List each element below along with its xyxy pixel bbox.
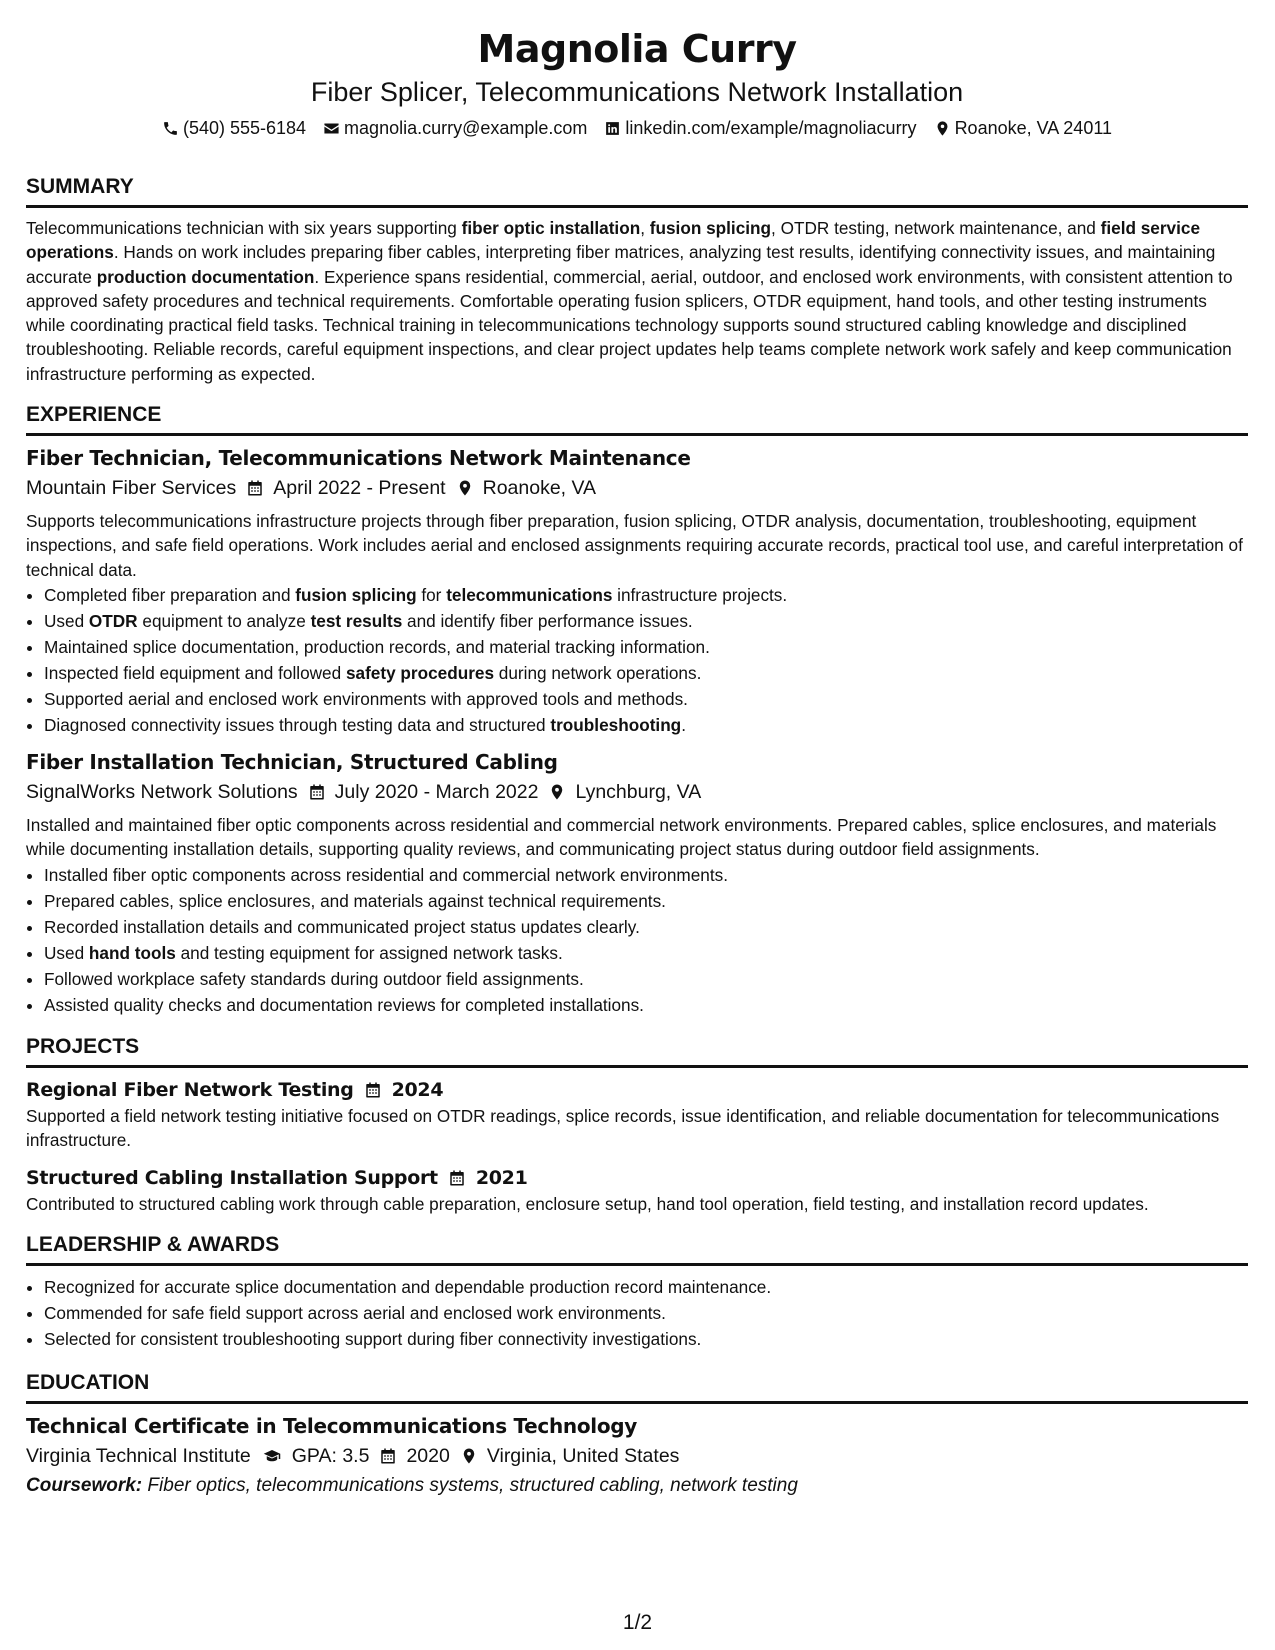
emphasis-text: troubleshooting bbox=[550, 714, 682, 735]
contact-email[interactable] bbox=[323, 116, 587, 140]
page-number: 1/2 bbox=[622, 1611, 653, 1634]
phone-icon bbox=[162, 120, 179, 137]
text-run: Prepared cables, splice enclosures, and materials against technical requirements. bbox=[44, 890, 666, 911]
text-run: and identify fiber performance issues. bbox=[402, 610, 693, 631]
text-run: . Experience spans residential, commercial, aerial, outdoor, and enclosed work environments, with consistent attention to approved safety procedures and technical requirements. Comfortable operating fusion splicers, OTDR equipment, hand tools, and other testing instruments while coordinating practical field tasks. Technical training in telecommunications technology supports sound structured cabling knowledge and disciplined troubleshooting. Reliable records, careful equipment inspections, and clear project updates help teams complete network work safely and keep communication infrastructure performing as expected. bbox=[26, 266, 1233, 384]
education-meta bbox=[26, 1442, 1248, 1470]
text-run: Maintained splice documentation, production records, and material tracking information. bbox=[44, 636, 710, 657]
education-location bbox=[460, 1442, 680, 1470]
calendar-icon bbox=[364, 1081, 382, 1099]
list-item bbox=[44, 914, 1248, 940]
list-item bbox=[44, 660, 1248, 686]
school-name: Virginia Technical Institute bbox=[26, 1445, 251, 1468]
candidate-title: Fiber Splicer, Telecommunications Network Installation bbox=[310, 77, 964, 107]
text-run: Diagnosed connectivity issues through testing data and structured bbox=[44, 714, 551, 735]
job-location-text: Roanoke, VA bbox=[482, 477, 597, 500]
contact-location-text: Roanoke, VA 24011 bbox=[954, 118, 1113, 138]
emphasis-text: fusion splicing bbox=[649, 218, 772, 238]
emphasis-text: field service operations bbox=[26, 218, 1201, 263]
summary-section bbox=[26, 174, 1248, 386]
candidate-name: Magnolia Curry bbox=[477, 27, 797, 71]
job-bullets bbox=[26, 582, 1248, 738]
contact-email-text: magnolia.curry@example.com bbox=[344, 118, 588, 138]
project-year: 2021 bbox=[475, 1167, 528, 1190]
emphasis-text: test results bbox=[310, 610, 403, 631]
envelope-icon bbox=[323, 120, 340, 137]
education-year bbox=[379, 1442, 449, 1470]
text-run: . Hands on work includes preparing fiber cables, interpreting fiber matrices, analyzing test results, identifying connectivity issues, and maintaining accurate bbox=[26, 242, 1216, 287]
job-company: SignalWorks Network Solutions bbox=[26, 780, 298, 803]
job-entry bbox=[26, 748, 1248, 1018]
text-run: Telecommunications technician with six years supporting bbox=[26, 218, 462, 238]
coursework-label: Coursework: bbox=[26, 1475, 143, 1497]
text-run: for bbox=[416, 584, 447, 605]
text-run: infrastructure projects. bbox=[612, 584, 788, 605]
list-item: • Commended for safe field support across aerial and enclosed work environments. bbox=[44, 1300, 1248, 1326]
job-location-text: Lynchburg, VA bbox=[575, 780, 702, 803]
list-item bbox=[44, 634, 1248, 660]
summary-text bbox=[26, 216, 1248, 386]
leadership-section bbox=[26, 1232, 1248, 1352]
emphasis-text: telecommunications bbox=[446, 584, 613, 605]
text-run: during network operations. bbox=[494, 662, 702, 683]
coursework bbox=[26, 1472, 1248, 1500]
project-description: Supported a field network testing initiative focused on OTDR readings, splice records, issue identification, and reliable documentation for telecommunications infrastructure. bbox=[26, 1105, 1220, 1150]
job-company: Mountain Fiber Services bbox=[26, 477, 237, 500]
text-run: Installed fiber optic components across residential and commercial network environments. bbox=[44, 864, 729, 885]
job-dates bbox=[308, 778, 539, 806]
job-title: Fiber Technician, Telecommunications Network Maintenance bbox=[26, 446, 691, 471]
job-meta bbox=[26, 778, 1248, 806]
projects-heading: PROJECTS bbox=[26, 1034, 1248, 1068]
contact-phone bbox=[162, 116, 306, 140]
text-run: Used bbox=[44, 942, 89, 963]
summary-heading: SUMMARY bbox=[26, 174, 1248, 208]
coursework-text: Fiber optics, telecommunications systems, structured cabling, network testing bbox=[142, 1475, 798, 1497]
resume-header bbox=[26, 26, 1248, 140]
job-dates bbox=[246, 474, 445, 502]
linkedin-icon bbox=[604, 120, 621, 137]
experience-heading: EXPERIENCE bbox=[26, 402, 1248, 436]
education-heading: EDUCATION bbox=[26, 1370, 1248, 1404]
project-title: Regional Fiber Network Testing bbox=[26, 1078, 354, 1101]
contact-linkedin[interactable] bbox=[604, 116, 916, 140]
emphasis-text: fusion splicing bbox=[295, 584, 417, 605]
project-title-row bbox=[26, 1076, 1248, 1104]
text-run: Followed workplace safety standards during outdoor field assignments. bbox=[44, 968, 584, 989]
list-item bbox=[44, 582, 1248, 608]
job-description: Supports telecommunications infrastructure projects through fiber preparation, fusion splicing, OTDR analysis, documentation, troubleshooting, equipment inspections, and safe field operations. Work includes aerial and enclosed assignments requiring accurate records, practical tool use, and careful interpretation of technical data. bbox=[26, 511, 1243, 580]
job-title: Fiber Installation Technician, Structured Cabling bbox=[26, 749, 558, 774]
project-title: Structured Cabling Installation Support bbox=[26, 1167, 438, 1190]
job-description: Installed and maintained fiber optic components across residential and commercial network environments. Prepared cables, splice enclosures, and materials while documenting installation details, supporting quality reviews, and communicating project status during outdoor field assignments. bbox=[26, 814, 1217, 860]
degree-title: Technical Certificate in Telecommunications Technology bbox=[26, 1414, 638, 1439]
job-location bbox=[548, 778, 701, 806]
text-run: Recorded installation details and communicated project status updates clearly. bbox=[44, 916, 640, 937]
text-run: Supported aerial and enclosed work environments with approved tools and methods. bbox=[44, 688, 688, 709]
emphasis-text: safety procedures bbox=[345, 662, 495, 683]
list-item bbox=[44, 608, 1248, 634]
list-item bbox=[44, 686, 1248, 712]
contact-location bbox=[934, 116, 1112, 140]
text-run: Inspected field equipment and followed bbox=[44, 662, 346, 683]
text-run: Assisted quality checks and documentation reviews for completed installations. bbox=[44, 994, 644, 1015]
project-entry bbox=[26, 1164, 1248, 1216]
map-pin-icon bbox=[456, 479, 474, 497]
emphasis-text: production documentation bbox=[96, 266, 315, 287]
list-item: • Selected for consistent troubleshooting support during fiber connectivity investigations. bbox=[44, 1326, 1248, 1352]
education-gpa bbox=[261, 1442, 370, 1470]
list-item: • Recognized for accurate splice documentation and dependable production record maintenance. bbox=[44, 1274, 1248, 1300]
text-run: equipment to analyze bbox=[137, 610, 311, 631]
job-location bbox=[456, 474, 596, 502]
project-year: 2024 bbox=[391, 1078, 444, 1101]
list-item bbox=[44, 940, 1248, 966]
education-year-text: 2020 bbox=[406, 1445, 450, 1468]
project-title-row bbox=[26, 1164, 1248, 1192]
list-item bbox=[44, 712, 1248, 738]
education-location-text: Virginia, United States bbox=[486, 1445, 680, 1468]
emphasis-text: hand tools bbox=[88, 942, 176, 963]
text-run: , bbox=[640, 218, 650, 238]
job-dates-text: April 2022 - Present bbox=[273, 477, 446, 500]
text-run: . bbox=[681, 714, 686, 735]
list-item bbox=[44, 992, 1248, 1018]
graduation-cap-icon bbox=[261, 1447, 283, 1465]
experience-section bbox=[26, 402, 1248, 1017]
list-item bbox=[44, 862, 1248, 888]
list-item bbox=[44, 888, 1248, 914]
projects-section bbox=[26, 1034, 1248, 1217]
contact-linkedin-text: linkedin.com/example/magnoliacurry bbox=[625, 118, 917, 138]
text-run: Completed fiber preparation and bbox=[44, 584, 296, 605]
map-pin-icon bbox=[460, 1447, 478, 1465]
list-item bbox=[44, 966, 1248, 992]
project-entry bbox=[26, 1076, 1248, 1153]
map-pin-icon bbox=[548, 783, 566, 801]
resume-page bbox=[26, 0, 1248, 1500]
leadership-heading: LEADERSHIP & AWARDS bbox=[26, 1232, 1248, 1266]
job-entry bbox=[26, 444, 1248, 738]
contact-phone-text: (540) 555-6184 bbox=[182, 118, 307, 138]
calendar-icon bbox=[308, 783, 326, 801]
text-run: , OTDR testing, network maintenance, and bbox=[771, 218, 1101, 238]
job-meta bbox=[26, 474, 1248, 502]
map-pin-icon bbox=[934, 120, 951, 137]
calendar-icon bbox=[246, 479, 264, 497]
calendar-icon bbox=[448, 1169, 466, 1187]
project-description: Contributed to structured cabling work through cable preparation, enclosure setup, hand tool operation, field testing, and installation record updates. bbox=[26, 1194, 1149, 1215]
gpa-text: GPA: 3.5 bbox=[291, 1445, 370, 1468]
text-run: Used bbox=[44, 610, 89, 631]
contact-bar bbox=[26, 116, 1248, 140]
job-bullets bbox=[26, 862, 1248, 1018]
text-run: and testing equipment for assigned network tasks. bbox=[175, 942, 563, 963]
education-section bbox=[26, 1370, 1248, 1500]
emphasis-text: OTDR bbox=[88, 610, 138, 631]
job-dates-text: July 2020 - March 2022 bbox=[334, 780, 539, 803]
calendar-icon bbox=[379, 1447, 397, 1465]
emphasis-text: fiber optic installation bbox=[461, 218, 641, 238]
leadership-list bbox=[26, 1274, 1248, 1352]
